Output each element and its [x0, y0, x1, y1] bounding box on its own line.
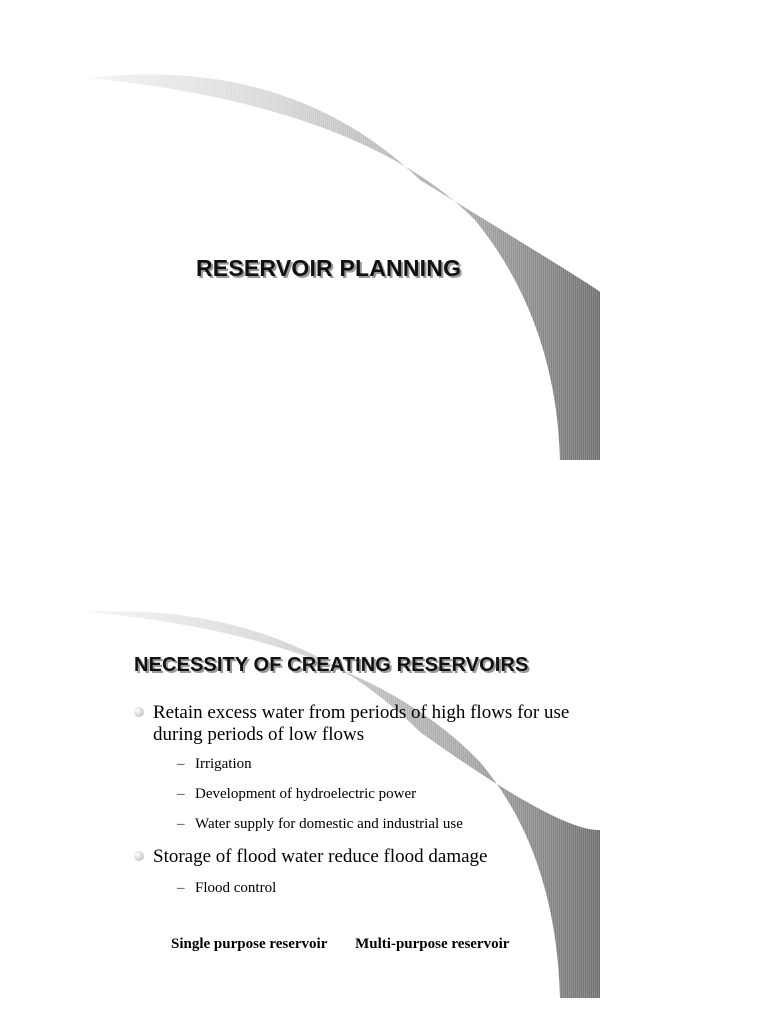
sub-item — [153, 786, 594, 803]
gray-sphere-bullet-icon — [134, 851, 144, 861]
slide-2 — [0, 512, 768, 1024]
single-purpose-label: Single purpose reservoir — [171, 936, 328, 952]
dash-icon: – — [177, 786, 185, 802]
sub-item-text: Water supply for domestic and industrial use — [195, 816, 463, 832]
dash-icon: – — [177, 756, 185, 772]
sub-item-text: Development of hydroelectric power — [195, 786, 417, 802]
sub-item — [153, 880, 594, 897]
bullet-list — [134, 702, 594, 910]
sub-item-text: Flood control — [195, 880, 277, 896]
dash-icon: – — [177, 880, 185, 896]
gray-sphere-bullet-icon — [134, 707, 144, 717]
sub-list — [153, 756, 594, 833]
bullet-text: Retain excess water from periods of high flows for use during periods of low flows — [153, 702, 570, 745]
bullet-text: Storage of flood water reduce flood damage — [153, 846, 488, 867]
bullet-item — [134, 846, 594, 897]
sub-list — [153, 880, 594, 897]
reservoir-types — [171, 936, 509, 953]
sub-item — [153, 756, 594, 773]
sub-item-text: Irrigation — [195, 756, 252, 772]
multi-purpose-label: Multi-purpose reservoir — [355, 936, 510, 952]
bullet-item — [134, 702, 594, 833]
dash-icon: – — [177, 816, 185, 832]
slide-2-title: NECESSITY OF CREATING RESERVOIRS — [134, 654, 529, 676]
sub-item — [153, 816, 594, 833]
slide-1-title: RESERVOIR PLANNING — [196, 255, 462, 281]
